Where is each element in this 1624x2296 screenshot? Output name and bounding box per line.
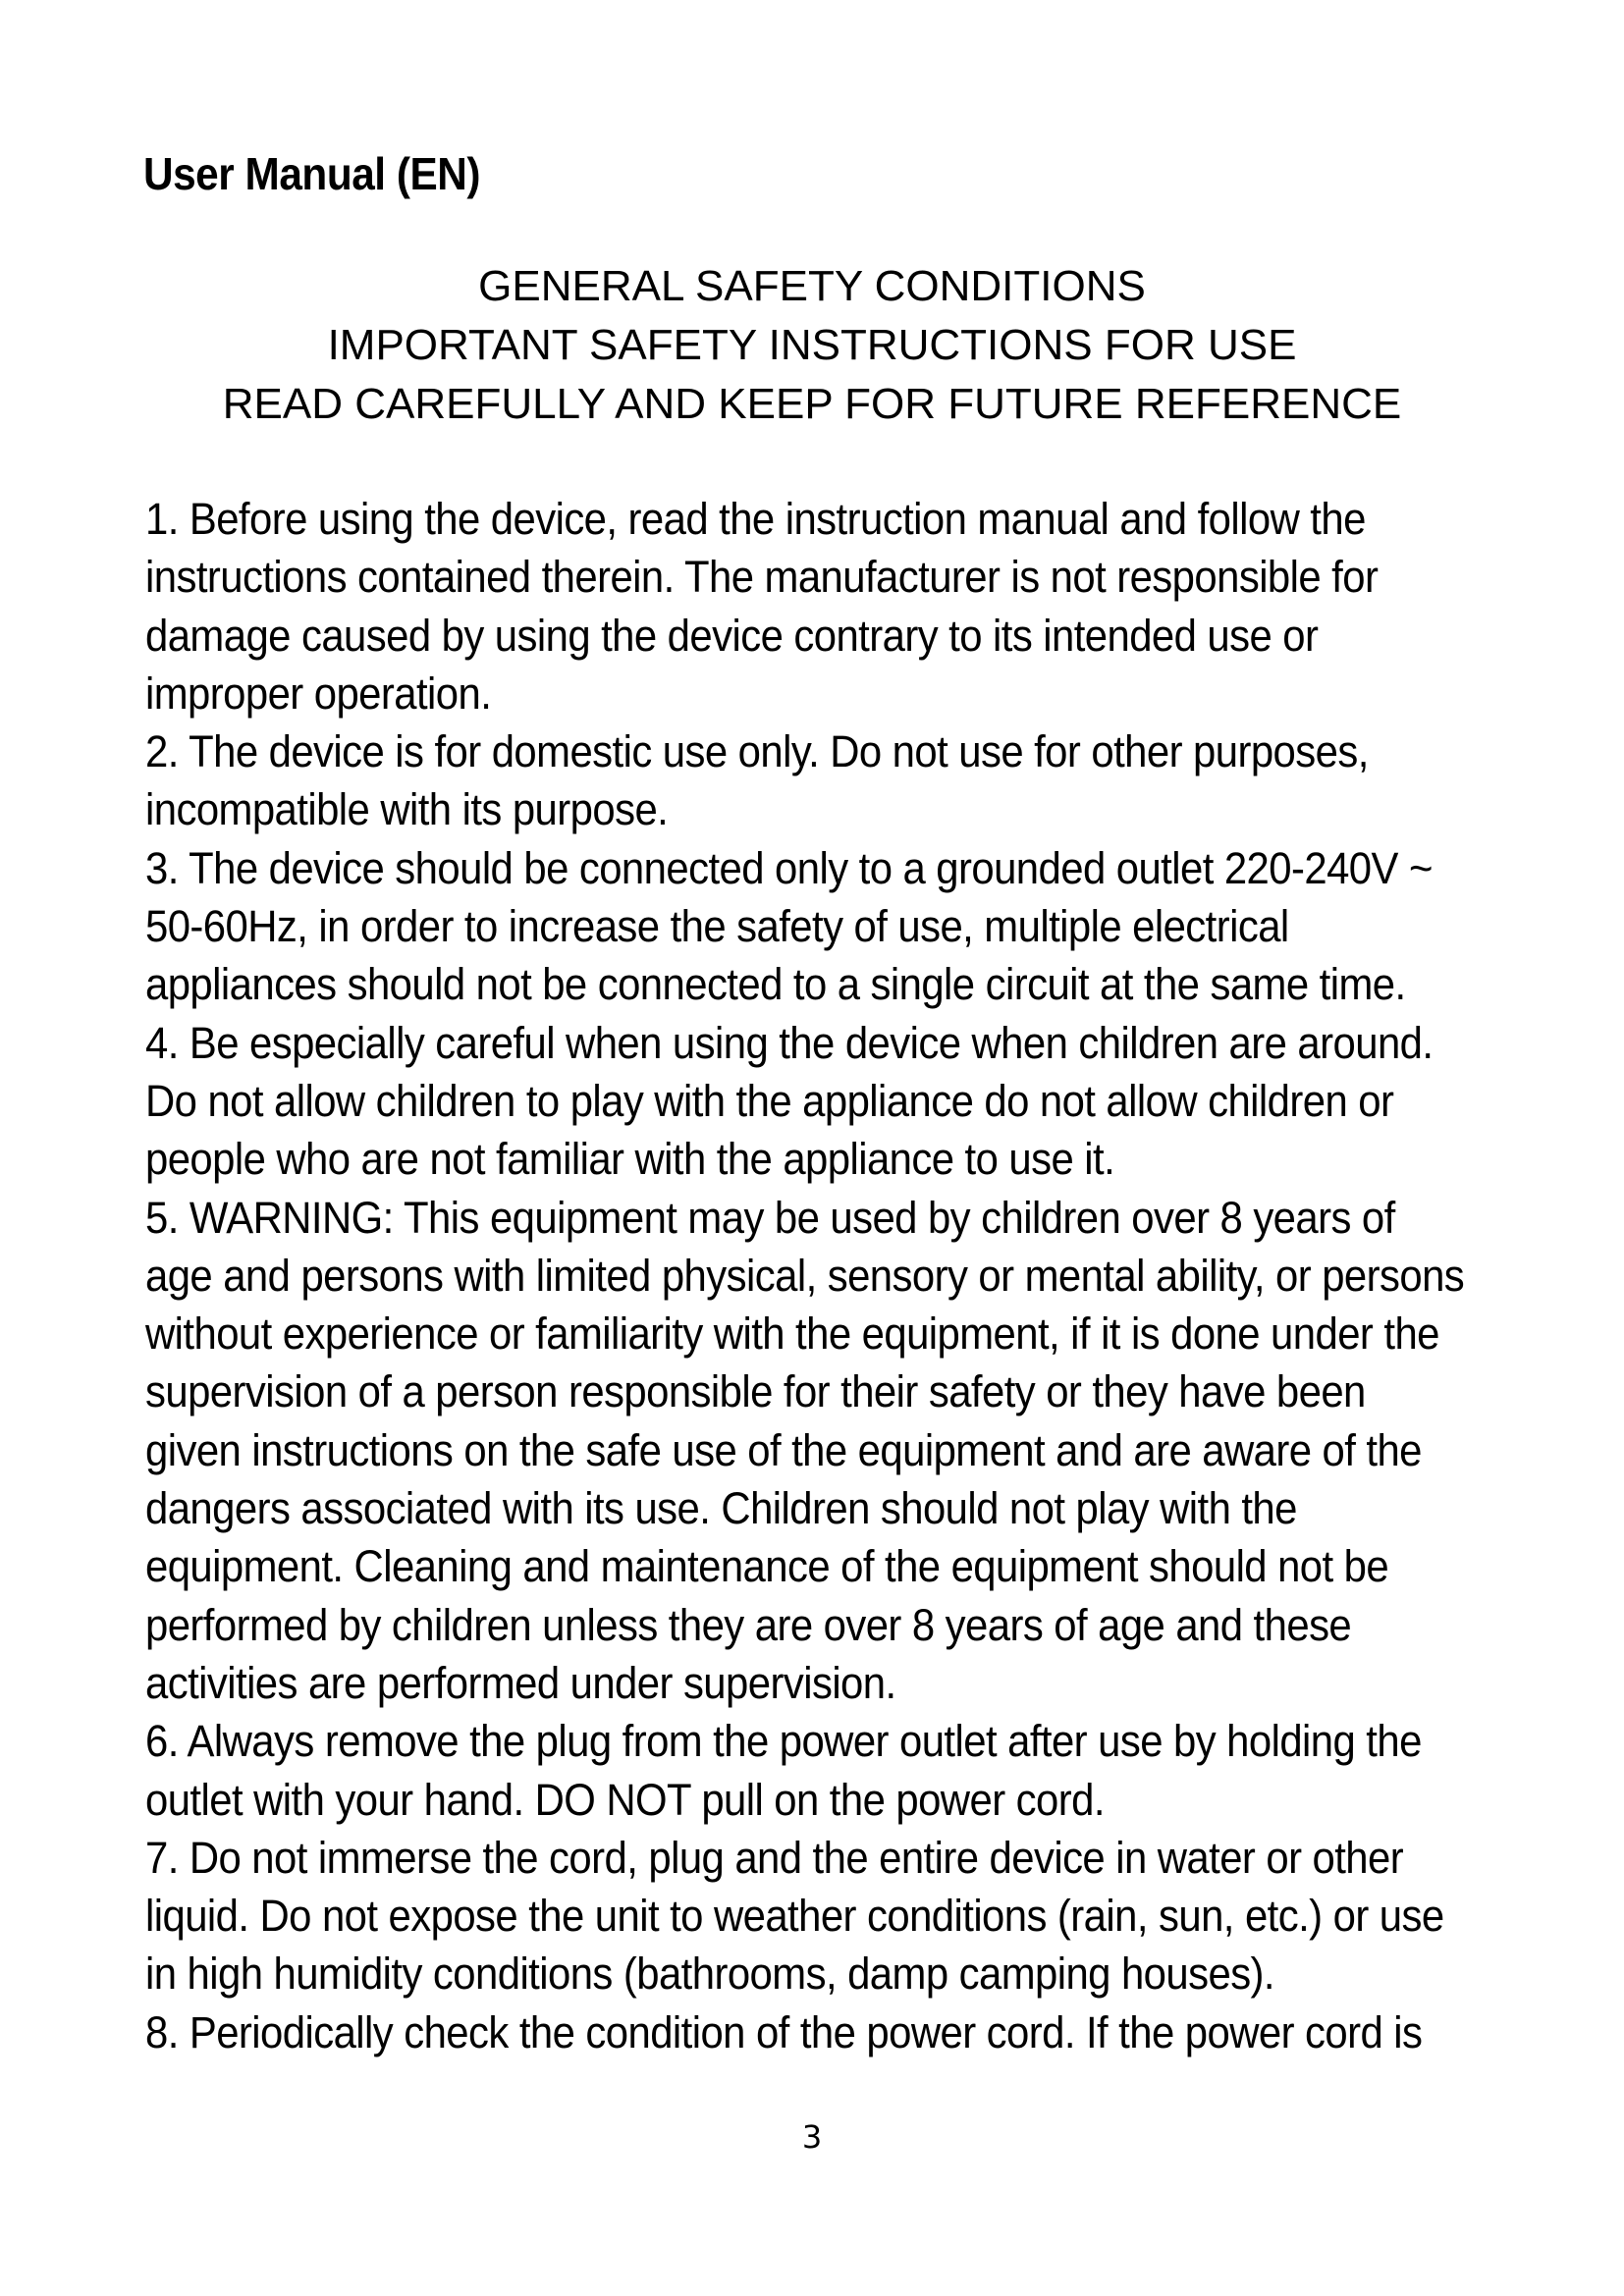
text-line: improper operation. xyxy=(145,667,492,719)
safety-headings xyxy=(0,257,1624,434)
text-line: incompatible with its purpose. xyxy=(145,784,669,835)
heading-general-safety: GENERAL SAFETY CONDITIONS xyxy=(478,262,1146,310)
text-line: without experience or familiarity with the equipment, if it is done under the xyxy=(145,1308,1439,1360)
text-line: instructions contained therein. The manufacturer is not responsible for xyxy=(145,552,1379,603)
text-line: 4. Be especially careful when using the device when children are around. xyxy=(145,1017,1434,1068)
text-line: age and persons with limited physical, sensory or mental ability, or persons xyxy=(145,1250,1465,1301)
instructions-body xyxy=(145,490,1540,2061)
page-number: 3 xyxy=(801,2118,823,2156)
text-line: in high humidity conditions (bathrooms, damp camping houses). xyxy=(145,1949,1275,2000)
text-line: damage caused by using the device contrary to its intended use or xyxy=(145,610,1319,661)
text-line: 1. Before using the device, read the instruction manual and follow the xyxy=(145,494,1366,544)
text-line: given instructions on the safe use of the equipment and are aware of the xyxy=(145,1424,1422,1475)
text-line: appliances should not be connected to a single circuit at the same time. xyxy=(145,959,1406,1010)
text-line: supervision of a person responsible for their safety or they have been xyxy=(145,1366,1366,1417)
text-line: performed by children unless they are over 8 years of age and these xyxy=(145,1599,1352,1650)
text-line: 8. Periodically check the condition of the power cord. If the power cord is xyxy=(145,2006,1423,2057)
text-line: 6. Always remove the plug from the power outlet after use by holding the xyxy=(145,1716,1422,1767)
heading-important-instructions: IMPORTANT SAFETY INSTRUCTIONS FOR USE xyxy=(327,321,1297,369)
text-line: liquid. Do not expose the unit to weather conditions (rain, sun, etc.) or use xyxy=(145,1891,1444,1942)
text-line: 5. WARNING: This equipment may be used by children over 8 years of xyxy=(145,1192,1395,1243)
text-line: people who are not familiar with the appliance to use it. xyxy=(145,1134,1115,1185)
text-line: equipment. Cleaning and maintenance of the equipment should not be xyxy=(145,1541,1389,1592)
page-title: User Manual (EN) xyxy=(143,148,481,199)
text-line: Do not allow children to play with the appliance do not allow children or xyxy=(145,1075,1394,1126)
text-line: 3. The device should be connected only to a grounded outlet 220-240V ~ xyxy=(145,842,1433,893)
text-line: 2. The device is for domestic use only. Do not use for other purposes, xyxy=(145,726,1369,777)
text-line: activities are performed under supervision. xyxy=(145,1657,896,1708)
text-line: 7. Do not immerse the cord, plug and the entire device in water or other xyxy=(145,1832,1404,1883)
heading-read-carefully: READ CAREFULLY AND KEEP FOR FUTURE REFERENCE xyxy=(222,380,1402,428)
text-line: outlet with your hand. DO NOT pull on the power cord. xyxy=(145,1774,1105,1825)
text-line: 50-60Hz, in order to increase the safety of use, multiple electrical xyxy=(145,901,1289,952)
text-line: dangers associated with its use. Children should not play with the xyxy=(145,1483,1297,1534)
